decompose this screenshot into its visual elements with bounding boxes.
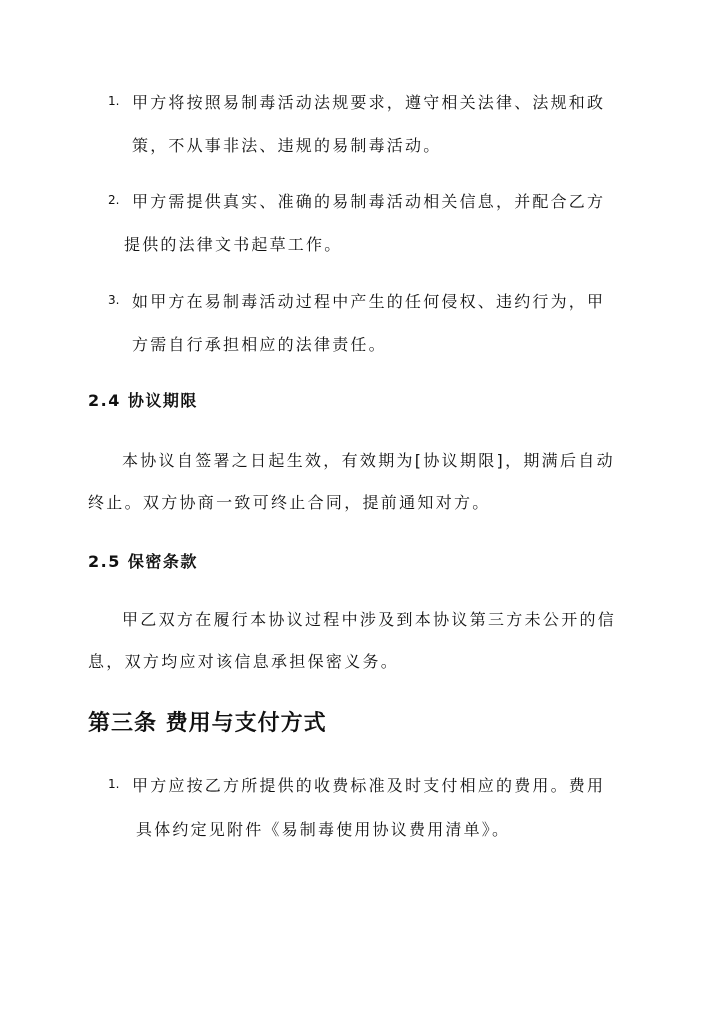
section-heading-2-5: 2.5 保密条款 [88, 552, 198, 571]
paragraph-line: 本协议自签署之日起生效，有效期为[协议期限]，期满后自动 [122, 451, 615, 470]
list-text-line: 提供的法律文书起草工作。 [124, 235, 343, 254]
list-number: 1. [108, 777, 120, 791]
list-text-line: 方需自行承担相应的法律责任。 [132, 335, 387, 354]
article-heading: 第三条 费用与支付方式 [88, 711, 327, 736]
paragraph-line: 终止。双方协商一致可终止合同，提前通知对方。 [88, 493, 491, 512]
list-number: 3. [108, 293, 120, 307]
paragraph-line: 息，双方均应对该信息承担保密义务。 [88, 652, 400, 671]
section-heading-2-4: 2.4 协议期限 [88, 391, 198, 410]
list-text-line: 具体约定见附件《易制毒使用协议费用清单》。 [136, 820, 511, 839]
list-text-line: 甲方将按照易制毒活动法规要求，遵守相关法律、法规和政 [132, 93, 606, 112]
list-text-line: 甲方应按乙方所提供的收费标准及时支付相应的费用。费用 [132, 776, 606, 795]
list-number: 2. [108, 193, 120, 207]
paragraph-line: 甲乙双方在履行本协议过程中涉及到本协议第三方未公开的信 [122, 610, 617, 629]
list-text-line: 甲方需提供真实、准确的易制毒活动相关信息，并配合乙方 [132, 192, 606, 211]
list-text-line: 策，不从事非法、违规的易制毒活动。 [132, 136, 442, 155]
list-number: 1. [108, 94, 120, 108]
list-text-line: 如甲方在易制毒活动过程中产生的任何侵权、违约行为，甲 [132, 292, 606, 311]
